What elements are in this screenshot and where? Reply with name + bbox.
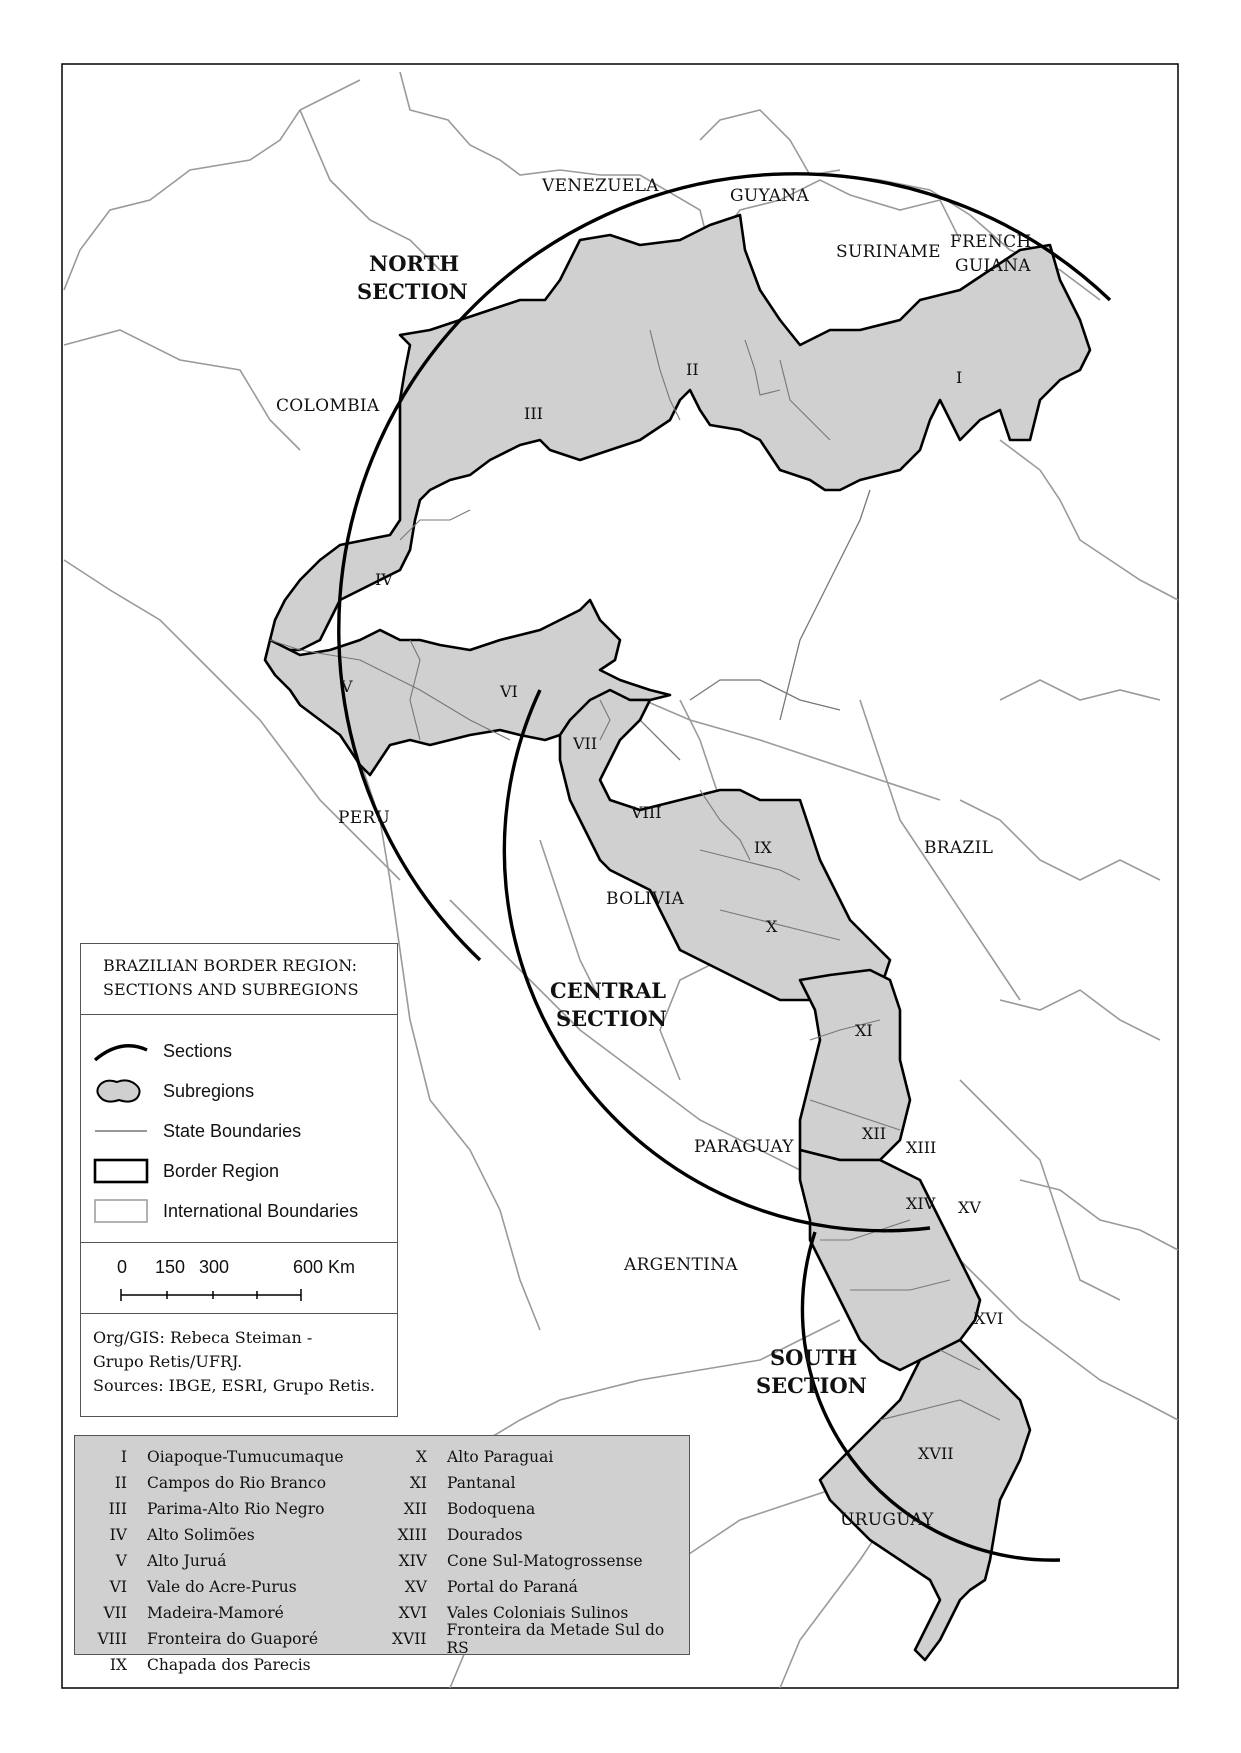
numeral-xiv: XIV [906, 1194, 936, 1213]
subregion-list-item [75, 1444, 344, 1470]
subregion-name: Dourados [447, 1526, 523, 1544]
map-legend [80, 943, 398, 1417]
subregion-name: Chapada dos Parecis [147, 1656, 311, 1674]
subregion-number: I [120, 1448, 127, 1466]
subregion-list-column-1 [75, 1444, 344, 1678]
subregion-name: Madeira-Mamoré [147, 1604, 284, 1622]
credits-line2: Grupo Retis/UFRJ. [93, 1352, 243, 1371]
legend-label-international-boundaries: International Boundaries [163, 1200, 359, 1221]
numeral-v: V [341, 677, 353, 696]
subregion-list-item [75, 1522, 344, 1548]
subregion-symbol [91, 1076, 151, 1106]
legend-item-border-region [91, 1156, 279, 1186]
legend-label-state-boundaries: State Boundaries [163, 1120, 302, 1141]
subregion-number: XII [403, 1500, 427, 1518]
label-south-section-line1: SOUTH [770, 1345, 858, 1370]
subregion-number: IV [109, 1526, 127, 1544]
legend-item-international-boundaries [91, 1196, 358, 1226]
subregion-number: VI [109, 1578, 127, 1596]
subregion-number: XIII [397, 1526, 427, 1544]
scale-label-600: 600 Km [293, 1257, 356, 1277]
legend-item-subregions [91, 1076, 254, 1106]
subregion-number: VIII [97, 1630, 127, 1648]
subregion-name: Bodoquena [447, 1500, 536, 1518]
label-argentina: ARGENTINA [624, 1255, 738, 1275]
subregion-number: V [115, 1552, 127, 1570]
label-brazil: BRAZIL [924, 838, 994, 858]
subregion-name: Vale do Acre-Purus [147, 1578, 297, 1596]
numeral-xvii: XVII [918, 1444, 954, 1463]
legend-item-sections [91, 1036, 232, 1066]
subregion-name: Portal do Paraná [447, 1578, 578, 1596]
subregion-number: XVII [391, 1630, 427, 1648]
subregion-name: Alto Solimões [147, 1526, 255, 1544]
label-peru: PERU [338, 808, 391, 828]
subregion-number: XV [404, 1578, 427, 1596]
label-bolivia: BOLIVIA [606, 889, 685, 909]
subregion-list-item [375, 1470, 689, 1496]
subregion-name: Campos do Rio Branco [147, 1474, 327, 1492]
subregion-list-item [75, 1574, 344, 1600]
legend-title-line2: SECTIONS AND SUBREGIONS [103, 980, 359, 999]
scale-label-0: 0 [117, 1257, 128, 1277]
subregion-name: Vales Coloniais Sulinos [447, 1604, 629, 1622]
subregion-number: II [114, 1474, 127, 1492]
subregion-name: Fronteira do Guaporé [147, 1630, 319, 1648]
credits-line3: Sources: IBGE, ESRI, Grupo Retis. [93, 1376, 375, 1395]
subregion-number: VII [103, 1604, 127, 1622]
subregion-number: III [108, 1500, 127, 1518]
subregion-list [74, 1435, 690, 1674]
label-colombia: COLOMBIA [276, 396, 380, 416]
label-guyana: GUYANA [730, 186, 810, 206]
scale-bar [81, 1242, 397, 1314]
numeral-i: I [956, 368, 963, 387]
subregion-list-item [375, 1444, 689, 1470]
label-venezuela: VENEZUELA [542, 176, 659, 196]
subregion-number: XIV [398, 1552, 427, 1570]
subregion-list-item [375, 1496, 689, 1522]
legend-title-line1: BRAZILIAN BORDER REGION: [103, 956, 358, 975]
section-arc-symbol [91, 1036, 151, 1066]
subregion-list-column-2 [375, 1444, 689, 1657]
subregion-name: Oiapoque-Tumucumaque [147, 1448, 344, 1466]
subregion-list-item [75, 1496, 344, 1522]
label-uruguay: URUGUAY [840, 1510, 934, 1530]
label-french-guiana-line2: GUIANA [955, 256, 1031, 276]
numeral-x: X [766, 917, 778, 936]
subregion-number: XI [409, 1474, 427, 1492]
label-south-section-line2: SECTION [756, 1373, 867, 1398]
state-boundary-symbol [91, 1116, 151, 1146]
subregion-name: Parima-Alto Rio Negro [147, 1500, 325, 1518]
subregion-list-item [375, 1522, 689, 1548]
credits-line1: Org/GIS: Rebeca Steiman - [93, 1328, 313, 1347]
label-north-section-line1: NORTH [369, 251, 460, 276]
label-paraguay: PARAGUAY [694, 1137, 794, 1157]
border-region-symbol [91, 1156, 151, 1186]
international-boundary-symbol [91, 1196, 151, 1226]
subregion-name: Pantanal [447, 1474, 516, 1492]
label-north-section-line2: SECTION [357, 279, 468, 304]
subregion-number: X [415, 1448, 427, 1466]
legend-label-border-region: Border Region [163, 1160, 280, 1181]
legend-item-state-boundaries [91, 1116, 301, 1146]
subregion-list-item [375, 1574, 689, 1600]
subregion-name: Alto Paraguai [447, 1448, 554, 1466]
numeral-xiii: XIII [906, 1138, 937, 1157]
numeral-xv: XV [958, 1198, 981, 1217]
subregion-list-item [75, 1600, 344, 1626]
numeral-vi: VI [500, 682, 518, 701]
label-central-section-line1: CENTRAL [550, 978, 667, 1003]
numeral-vii: VII [573, 734, 598, 753]
numeral-iv: IV [375, 570, 393, 589]
numeral-xvi: XVI [974, 1309, 1004, 1328]
numeral-xi: XI [855, 1021, 873, 1040]
subregion-list-item [75, 1548, 344, 1574]
scale-label-300: 300 [199, 1257, 230, 1277]
numeral-xii: XII [862, 1124, 887, 1143]
numeral-ii: II [686, 360, 699, 379]
numeral-viii: VIII [631, 803, 662, 822]
numeral-ix: IX [754, 838, 772, 857]
numeral-iii: III [524, 404, 543, 423]
label-french-guiana-line1: FRENCH [950, 232, 1032, 252]
label-central-section-line2: SECTION [556, 1006, 667, 1031]
legend-label-sections: Sections [163, 1040, 233, 1061]
subregion-list-item [75, 1652, 344, 1678]
subregion-number: XVI [398, 1604, 427, 1622]
subregion-list-item [75, 1626, 344, 1652]
legend-title [81, 944, 397, 1015]
label-suriname: SURINAME [836, 242, 941, 262]
subregion-name: Fronteira da Metade Sul do RS [446, 1621, 665, 1657]
scale-label-150: 150 [155, 1257, 186, 1277]
subregion-xi [800, 970, 910, 1160]
subregion-list-item [375, 1548, 689, 1574]
subregion-name: Alto Juruá [147, 1552, 227, 1570]
legend-label-subregions: Subregions [163, 1080, 255, 1101]
map-credits [93, 1326, 375, 1398]
subregion-list-item [375, 1621, 689, 1657]
subregion-name: Cone Sul-Matogrossense [447, 1552, 643, 1570]
subregion-list-item [75, 1470, 344, 1496]
scale-ruler [111, 1285, 311, 1305]
subregion-number: IX [109, 1656, 127, 1674]
